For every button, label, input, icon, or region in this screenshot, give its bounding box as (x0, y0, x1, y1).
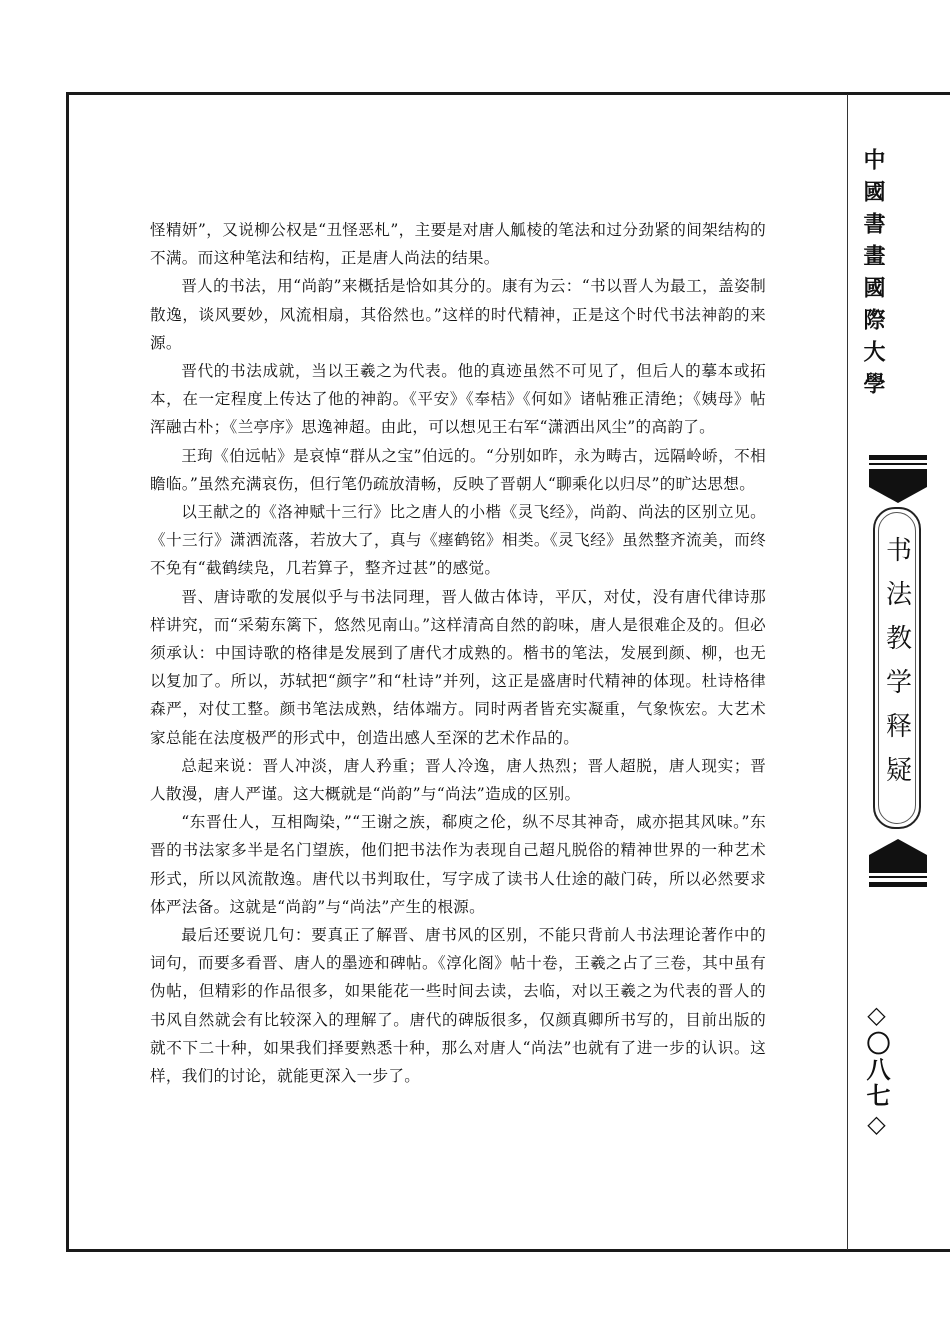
paragraph: 王珣《伯远帖》是哀悼“群从之宝”伯远的。“分别如昨，永为畴古，远隔岭峤，不相瞻临。”虽然充满哀伤，但行笔仍疏放清畅，反映了晋朝人“聊乘化以归尽”的旷达思想。 (150, 446, 766, 493)
paragraph: 晋、唐诗歌的发展似乎与书法同理，晋人做古体诗，平仄，对仗，没有唐代律诗那样讲究，而“采菊东篱下，悠然见南山。”这样清高自然的韵味，唐人是很难企及的。但必须承认：中国诗歌的格律是发展到了唐代才成熟的。楷书的笔法，发展到颜、柳，也无以复加了。所以，苏轼把“颜字”和“杜诗”并列，这正是盛唐时代精神的体现。杜诗格律森严，对仗工整。颜书笔法成熟，结体端方。同时两者皆充实凝重，气象恢宏。大艺术家总能在法度极严的形式中，创造出感人至深的艺术作品的。 (150, 587, 766, 747)
top-ornament-icon (869, 469, 927, 503)
sidebar-divider (847, 94, 848, 1250)
publisher-title: 中國書畫國際大學 (860, 148, 886, 404)
bottom-bar-thick (869, 882, 927, 887)
paragraph: 最后还要说几句：要真正了解晋、唐书风的区别，不能只背前人书法理论著作中的词句，而要多看晋、唐人的墨迹和碑帖。《淳化阁》帖十卷，王羲之占了三卷，其中虽有伪帖，但精彩的作品很多，如果能花一些时间去读，去临，对以王羲之为代表的晋人的书风自然就会有比较深入的理解了。唐代的碑版很多，仅颜真卿所书写的，目前出版的就不下二十种，如果我们择要熟悉十种，那么对唐人“尚法”也就有了进一步的认识。这样，我们的讨论，就能更深入一步了。 (150, 926, 766, 1086)
page-number: ◇〇八七◇ (862, 1000, 891, 1140)
book-title-plaque (873, 507, 921, 829)
paragraph: 晋代的书法成就，当以王羲之为代表。他的真迹虽然不可见了，但后人的摹本或拓本，在一定程度上传达了他的神韵。《平安》《奉桔》《何如》诸帖雅正清绝；《姨母》帖浑融古朴；《兰亭序》思逸神超。由此，可以想见王右军“潇洒出风尘”的高韵了。 (150, 362, 766, 437)
body-text (150, 216, 766, 1090)
bottom-bar-thin (869, 876, 927, 878)
paragraph: 总起来说：晋人冲淡，唐人矜重；晋人冷逸，唐人热烈；晋人超脱，唐人现实；晋人散漫，唐人严谨。这大概就是“尚韵”与“尚法”造成的区别。 (150, 756, 766, 804)
paragraph: 晋人的书法，用“尚韵”来概括是恰如其分的。康有为云：“书以晋人为最工，盖姿制散逸，谈风要妙，风流相扇，其俗然也。”这样的时代精神，正是这个时代书法神韵的来源。 (150, 277, 766, 352)
paragraph: 以王献之的《洛神赋十三行》比之唐人的小楷《灵飞经》，尚韵、尚法的区别立见。《十三行》潇洒流落，若放大了，真与《瘗鹤铭》相类。《灵飞经》虽然整齐流美，而终不免有“截鹤续凫，几若算子，整齐过甚”的感觉。 (150, 503, 766, 578)
book-title-panel (869, 455, 927, 887)
paragraph: “东晋仕人，互相陶染，”“王谢之族，郗庾之伦，纵不尽其神奇，咸亦挹其风味。”东晋的书法家多半是名门望族，他们把书法作为表现自己超凡脱俗的精神世界的一种艺术形式，所以风流散逸。唐代以书判取仕，写字成了读书人仕途的敲门砖，所以必然要求体严法备。这就是“尚韵”与“尚法”产生的根源。 (150, 813, 766, 916)
bottom-ornament-icon (869, 839, 927, 873)
book-title: 书法教学释疑 (881, 536, 912, 800)
paragraph: 怪精妍”，又说柳公权是“丑怪恶札”，主要是对唐人觚棱的笔法和过分劲紧的间架结构的不满。而这种笔法和结构，正是唐人尚法的结果。 (150, 221, 766, 268)
top-bar-thin (869, 463, 927, 465)
top-bar-thick (869, 455, 927, 460)
